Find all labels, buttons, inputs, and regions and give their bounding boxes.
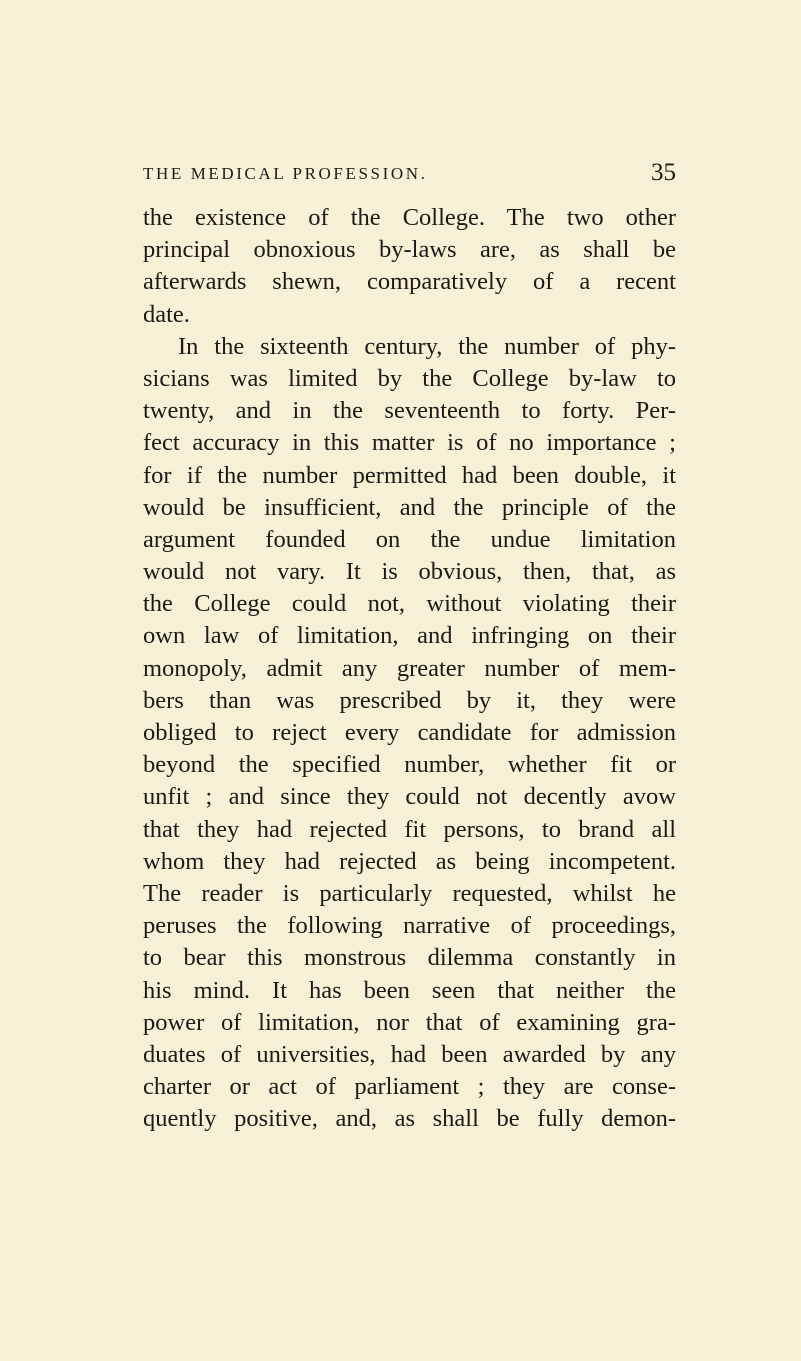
text-line: argument founded on the undue limitation [143, 525, 676, 553]
text-line: own law of limitation, and infringing on their [143, 622, 676, 650]
text-line: would not vary. It is obvious, then, that, as [143, 558, 676, 586]
text-line: twenty, and in the seventeenth to forty. Per- [143, 397, 676, 425]
text-line: the College could not, without violating their [143, 590, 676, 618]
page-number: 35 [651, 159, 676, 186]
text-line: for if the number permitted had been double, it [143, 461, 676, 489]
text-line: peruses the following narrative of proceedings, [143, 912, 676, 940]
running-title: THE MEDICAL PROFESSION. [143, 164, 428, 183]
text-line: sicians was limited by the College by-law to [143, 364, 676, 392]
text-line: obliged to reject every candidate for admission [143, 719, 676, 746]
text-line: to bear this monstrous dilemma constantly in [143, 944, 676, 972]
text-line: that they had rejected fit persons, to brand all [143, 815, 676, 843]
text-line: whom they had rejected as being incompetent. [143, 847, 676, 875]
text-line: charter or act of parliament ; they are conse- [143, 1073, 676, 1101]
text-line: the existence of the College. The two other [143, 204, 676, 231]
text-line: afterwards shewn, comparatively of a recent [143, 268, 676, 296]
text-line: would be insufficient, and the principle of the [143, 493, 676, 521]
text-line: The reader is particularly requested, whilst he [143, 879, 676, 907]
text-line: unfit ; and since they could not decently avow [143, 783, 676, 811]
text-line: monopoly, admit any greater number of mem- [143, 654, 676, 682]
text-line: power of limitation, nor that of examining gra- [143, 1008, 676, 1036]
text-line: his mind. It has been seen that neither the [143, 976, 676, 1004]
text-line: date. [143, 300, 190, 328]
running-head [143, 159, 676, 186]
text-line: duates of universities, had been awarded by any [143, 1040, 676, 1068]
text-line: principal obnoxious by-laws are, as shall be [143, 236, 676, 264]
body-text [143, 202, 676, 1135]
text-line: quently positive, and, as shall be fully demon- [143, 1105, 676, 1133]
text-line: beyond the specified number, whether fit or [143, 751, 676, 779]
text-line: In the sixteenth century, the number of phy- [178, 332, 676, 360]
text-line: bers than was prescribed by it, they were [143, 686, 676, 714]
text-line: fect accuracy in this matter is of no importance ; [143, 429, 676, 457]
